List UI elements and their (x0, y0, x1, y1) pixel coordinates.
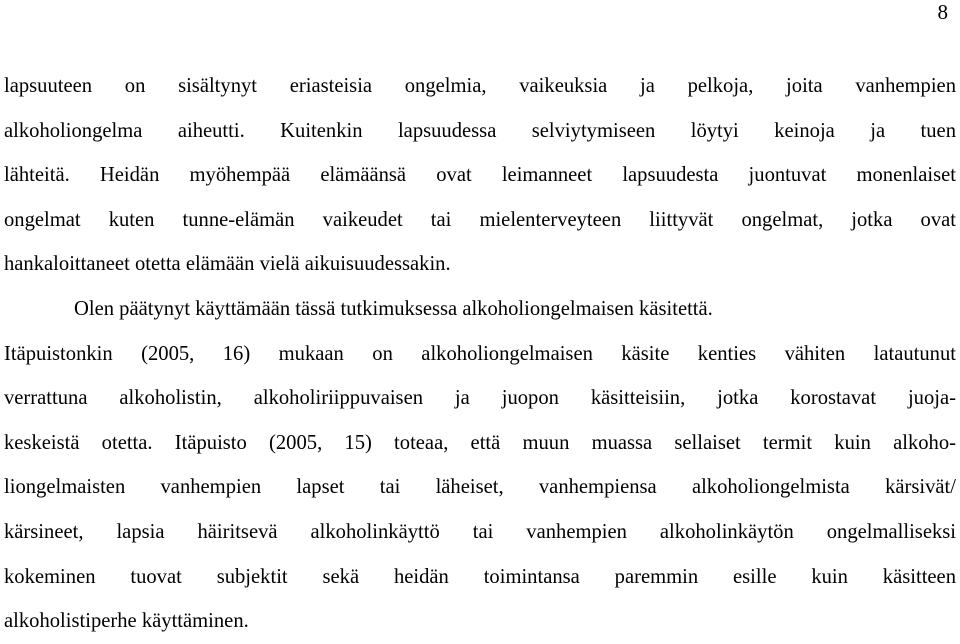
text-line: liongelmaisten vanhempien lapset tai läheiset, vanhempiensa alkoholiongelmista kärsivät/ (4, 476, 956, 499)
paragraph-1 (4, 64, 956, 287)
text-line: hankaloittaneet otetta elämään vielä aikuisuudessakin. (4, 253, 451, 276)
paragraph-2 (4, 287, 956, 644)
text-line: kärsineet, lapsia häiritsevä alkoholinkäyttö tai vanhempien alkoholinkäytön ongelmalliseksi (4, 520, 956, 543)
text-line: lapsuuteen on sisältynyt eriasteisia ongelmia, vaikeuksia ja pelkoja, joita vanhempien (4, 75, 956, 97)
text-line: verrattuna alkoholistin, alkoholiriippuvaisen ja juopon käsitteisiin, jotka korostavat juoja- (4, 387, 956, 410)
body-text (4, 64, 956, 644)
text-line: Olen päätynyt käyttämään tässä tutkimuksessa alkoholiongelmaisen käsitettä. (74, 297, 713, 320)
text-line: alkoholiongelma aiheutti. Kuitenkin lapsuudessa selviytymiseen löytyi keinoja ja tuen (4, 119, 956, 142)
page-number: 8 (937, 0, 948, 24)
text-line: kokeminen tuovat subjektit sekä heidän toimintansa paremmin esille kuin käsitteen (4, 565, 956, 588)
text-line: keskeistä otetta. Itäpuisto (2005, 15) toteaa, että muun muassa sellaiset termit kuin alkoho- (4, 431, 956, 454)
text-line: lähteitä. Heidän myöhempää elämäänsä ovat leimanneet lapsuudesta juontuvat monenlaiset (4, 164, 956, 187)
text-line: alkoholistiperhe käyttäminen. (4, 610, 249, 633)
text-line: ongelmat kuten tunne-elämän vaikeudet tai mielenterveyteen liittyvät ongelmat, jotka ovat (4, 208, 956, 231)
text-line: Itäpuistonkin (2005, 16) mukaan on alkoholiongelmaisen käsite kenties vähiten latautunut (4, 342, 956, 365)
